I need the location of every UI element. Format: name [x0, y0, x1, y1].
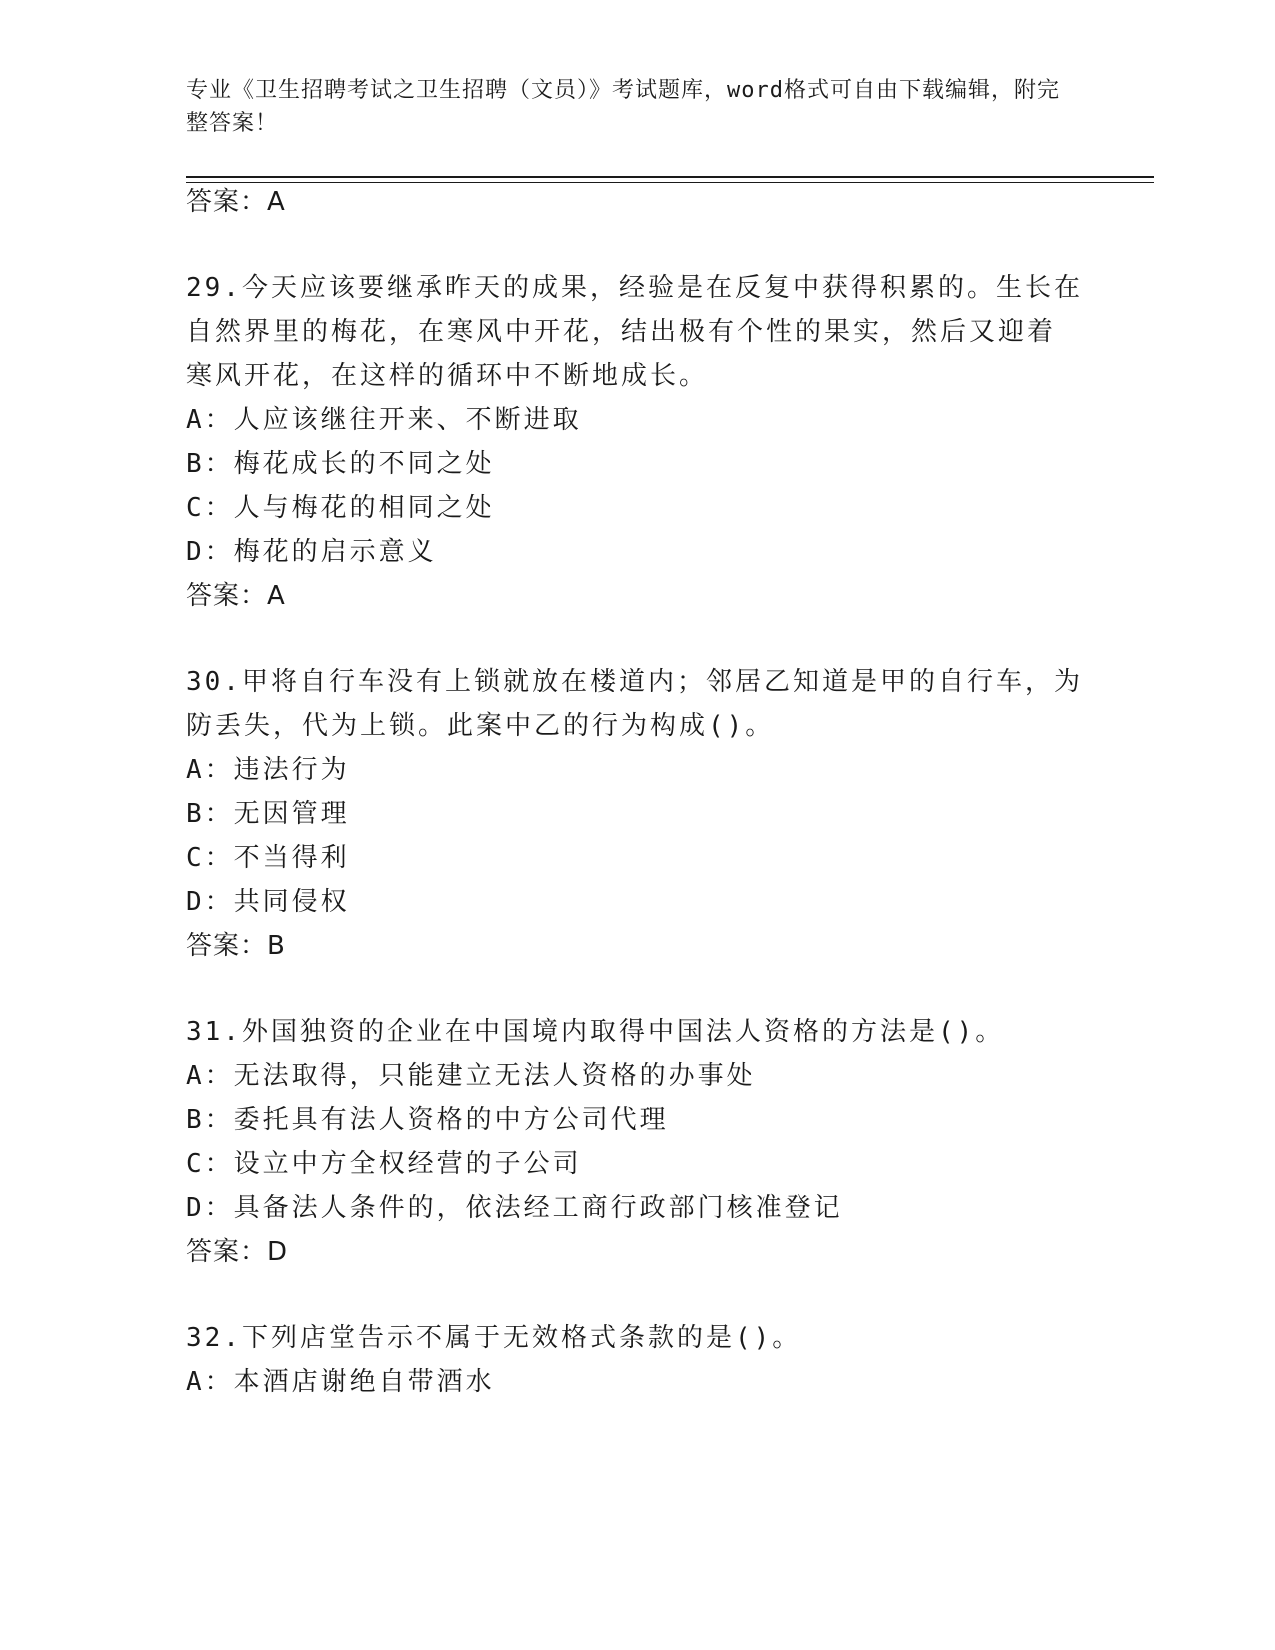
- question-30-line-1: 30.甲将自行车没有上锁就放在楼道内；邻居乙知道是甲的自行车，为: [186, 667, 1083, 697]
- question-31-option-a: A：无法取得，只能建立无法人资格的办事处: [186, 1061, 756, 1091]
- question-30-line-2: 防丢失，代为上锁。此案中乙的行为构成()。: [186, 711, 775, 741]
- question-29-line-2: 自然界里的梅花，在寒风中开花，结出极有个性的果实，然后又迎着: [186, 317, 1057, 347]
- question-31-option-d: D：具备法人条件的，依法经工商行政部门核准登记: [186, 1193, 843, 1223]
- question-30-answer: 答案：B: [186, 931, 286, 961]
- question-29-option-a: A：人应该继往开来、不断进取: [186, 405, 582, 435]
- header-divider: [186, 176, 1154, 178]
- question-29-option-d: D：梅花的启示意义: [186, 537, 437, 567]
- question-30-option-d: D：共同侵权: [186, 887, 350, 917]
- question-32-option-a: A：本酒店谢绝自带酒水: [186, 1367, 495, 1397]
- question-29-option-c: C：人与梅花的相同之处: [186, 493, 495, 523]
- question-30-option-c: C：不当得利: [186, 843, 350, 873]
- question-29-line-1: 29.今天应该要继承昨天的成果，经验是在反复中获得积累的。生长在: [186, 273, 1083, 303]
- question-30-option-a: A：违法行为: [186, 755, 350, 785]
- question-29-answer: 答案：A: [186, 581, 286, 611]
- page-header: 专业《卫生招聘考试之卫生招聘（文员）》考试题库，word格式可自由下载编辑，附完整答案！: [186, 78, 1060, 136]
- answer-line: 答案：A: [186, 187, 286, 217]
- question-31-option-b: B：委托具有法人资格的中方公司代理: [186, 1105, 669, 1135]
- question-31-answer: 答案：D: [186, 1237, 289, 1267]
- question-32-line-1: 32.下列店堂告示不属于无效格式条款的是()。: [186, 1323, 802, 1353]
- question-29-line-3: 寒风开花，在这样的循环中不断地成长。: [186, 361, 709, 391]
- question-31-line-1: 31.外国独资的企业在中国境内取得中国法人资格的方法是()。: [186, 1017, 1005, 1047]
- header-divider-thin: [186, 182, 1154, 183]
- question-30-option-b: B：无因管理: [186, 799, 350, 829]
- question-31-option-c: C：设立中方全权经营的子公司: [186, 1149, 582, 1179]
- question-29-option-b: B：梅花成长的不同之处: [186, 449, 495, 479]
